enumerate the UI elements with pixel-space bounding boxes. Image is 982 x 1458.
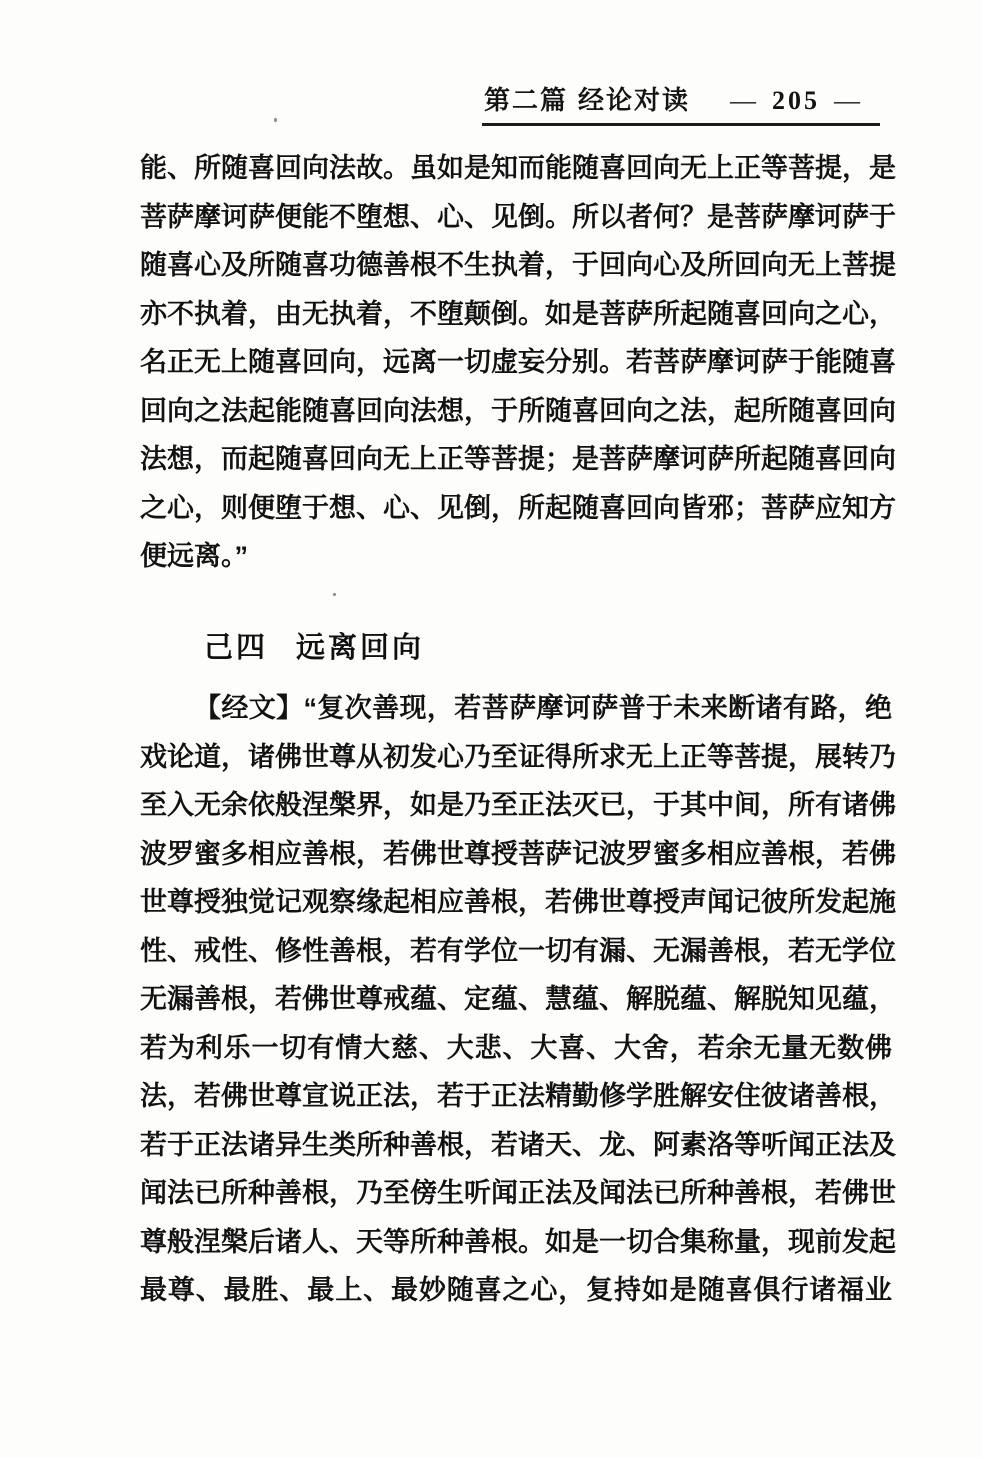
text-line: 回向之法起能随喜回向法想，于所随喜回向之法，起所随喜回向: [140, 395, 896, 426]
text-line: 至入无余依般涅槃界，如是乃至正法灭已，于其中间，所有诸佛: [140, 790, 896, 820]
paragraph-scripture-quote: [140, 684, 896, 1315]
header-dash-right: —: [834, 86, 862, 115]
text-line: 便远离。”: [140, 541, 248, 571]
header-section-label: 第二篇: [483, 85, 568, 115]
scan-speck: [274, 118, 277, 122]
text-line: 能、所随喜回向法故。虽如是知而能随喜回向无上正等菩提，是: [140, 153, 896, 183]
text-line: 戏论道，诸佛世尊从初发心乃至证得所求无上正等菩提，展转乃: [140, 741, 896, 772]
text-line: 世尊授独觉记观察缘起相应善根，若佛世尊授声闻记彼所发起施: [140, 887, 896, 917]
page-number: 205: [772, 86, 820, 115]
text-line: 无漏善根，若佛世尊戒蕴、定蕴、慧蕴、解脱蕴、解脱知见蕴，: [140, 984, 896, 1014]
text-line: [140, 684, 892, 733]
text-line: 性、戒性、修性善根，若有学位一切有漏、无漏善根，若无学位: [140, 935, 896, 966]
text-line: 若为利乐一切有情大慈、大悲、大喜、大舍，若余无量无数佛: [140, 1032, 892, 1063]
text-line: 名正无上随喜回向，远离一切虚妄分别。若菩萨摩诃萨于能随喜: [140, 347, 896, 377]
paragraph-sutra-commentary: [140, 144, 896, 581]
text-line: 法想，而起随喜回向无上正等菩提；是菩萨摩诃萨所起随喜回向: [140, 444, 896, 474]
section-heading-title: 远离回向: [296, 632, 425, 664]
section-heading: [140, 626, 892, 670]
scripture-label: 【经文】: [194, 693, 304, 723]
text-line: 闻法已所种善根，乃至傍生听闻正法及闻法已所种善根，若佛世: [140, 1178, 896, 1208]
text-line: 随喜心及所随喜功德善根不生执着，于回向心及所回向无上菩提: [140, 250, 896, 280]
text-line: 若于正法诸异生类所种善根，若诸天、龙、阿素洛等听闻正法及: [140, 1129, 896, 1160]
scan-speck: [333, 593, 336, 596]
text-line: 波罗蜜多相应善根，若佛世尊授菩萨记波罗蜜多相应善根，若佛: [140, 838, 896, 869]
scripture-lines: [140, 733, 896, 1315]
text-line: 菩萨摩诃萨便能不堕想、心、见倒。所以者何？是菩萨摩诃萨于: [140, 201, 896, 232]
scripture-first-line: “复次善现，若菩萨摩诃萨普于未来断诸有路，绝: [303, 693, 893, 723]
section-heading-number: 己四: [204, 632, 269, 664]
running-header: [482, 80, 880, 126]
text-line: 之心，则便堕于想、心、见倒，所起随喜回向皆邪；菩萨应知方: [140, 492, 896, 523]
text-line: 最尊、最胜、最上、最妙随喜之心，复持如是随喜俱行诸福业: [140, 1275, 892, 1305]
text-line: 亦不执着，由无执着，不堕颠倒。如是菩萨所起随喜回向之心，: [140, 298, 896, 329]
text-line: 法，若佛世尊宣说正法，若于正法精勤修学胜解安住彼诸善根，: [140, 1081, 896, 1111]
text-line: 尊般涅槃后诸人、天等所种善根。如是一切合集称量，现前发起: [140, 1226, 896, 1257]
header-dash-left: —: [730, 86, 758, 115]
header-book-title: 经论对读: [577, 85, 690, 115]
